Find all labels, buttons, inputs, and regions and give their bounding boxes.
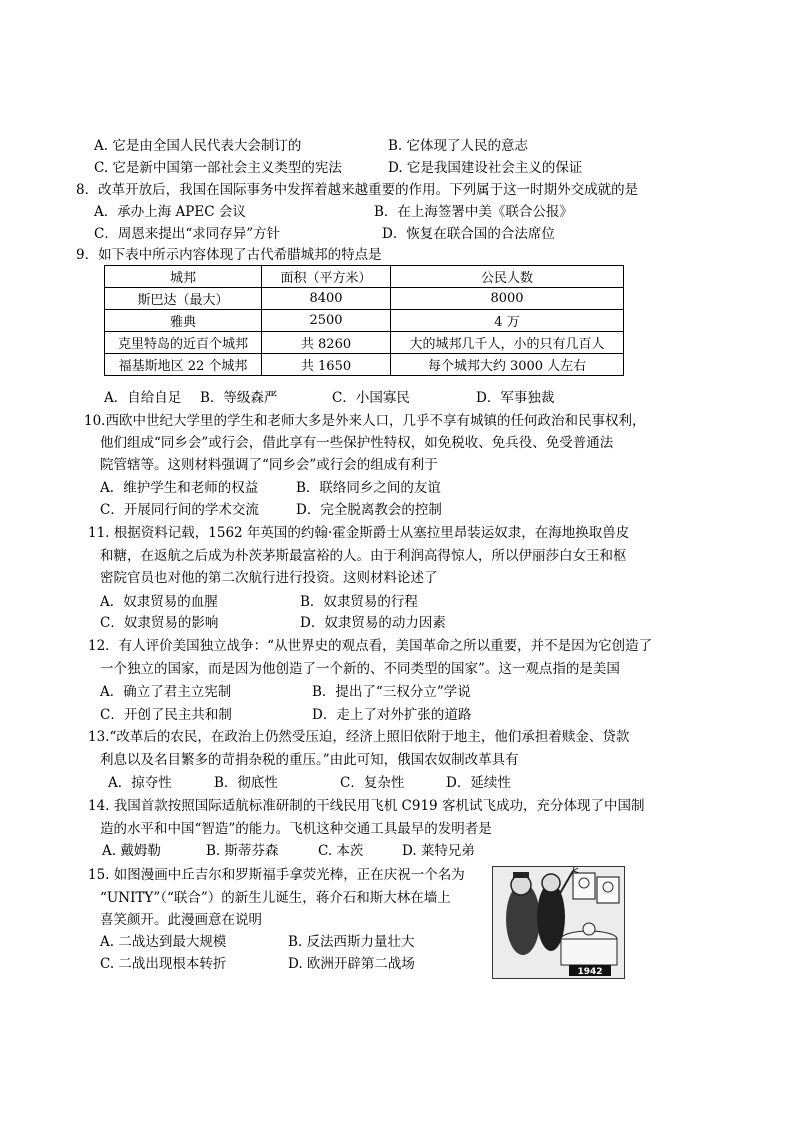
q9-option-b: B．等级森严 <box>200 390 278 406</box>
q9-option-c: C．小国寡民 <box>332 390 410 406</box>
q14-option-d: D. 莱特兄弟 <box>402 843 475 859</box>
q12-option-d: D．走上了对外扩张的道路 <box>312 707 472 723</box>
table-header-cell: 公民人数 <box>391 266 624 288</box>
table-row <box>105 288 624 310</box>
q12-stem-line1: 12．有人评价美国独立战争：“从世界史的观点看，美国革命之所以重要，并不是因为它创造了 <box>88 638 653 654</box>
q13-option-b: B．彻底性 <box>214 775 278 791</box>
table-header-cell: 面积（平方米） <box>262 266 391 288</box>
q8-option-a: A．承办上海 APEC 会议 <box>94 204 246 220</box>
q10-option-c: C．开展同行间的学术交流 <box>100 502 259 518</box>
q15-stem-line1: 15. 如图漫画中丘吉尔和罗斯福手拿荧光棒，正在庆祝一个名为 <box>88 867 465 883</box>
q7-option-b: B. 它体现了人民的意志 <box>388 138 529 154</box>
q7-option-c: C. 它是新中国第一部社会主义类型的宪法 <box>94 160 342 176</box>
q13-option-a: A．掠夺性 <box>108 775 172 791</box>
q9-stem: 9．如下表中所示内容体现了古代希腊城邦的特点是 <box>76 247 382 263</box>
cartoon-year-label: 1942 <box>577 967 603 977</box>
q11-option-c: C．奴隶贸易的影响 <box>100 615 219 631</box>
q10-stem-line2: 他们组成“同乡会”或行会，借此享有一些保护性特权，如免税收、免兵役、免受普通法 <box>100 435 614 451</box>
q10-option-b: B．联络同乡之间的友谊 <box>296 480 441 496</box>
q12-option-b: B．提出了“三权分立”学说 <box>312 684 471 700</box>
q13-option-d: D．延续性 <box>446 775 511 791</box>
q10-stem-line3: 院管辖等。这则材料强调了“同乡会”或行会的组成有利于 <box>100 457 438 473</box>
city-state-table <box>104 265 624 376</box>
q15-stem-line2: “UNITY”（“联合”）的新生儿诞生，蒋介石和斯大林在墙上 <box>100 890 451 906</box>
q8-option-d: D．恢复在联合国的合法席位 <box>382 226 555 242</box>
q15-option-c: C. 二战出现根本转折 <box>100 956 227 972</box>
q10-stem-line1: 10.西欧中世纪大学里的学生和老师大多是外来人口，几乎不享有城镇的任何政治和民事权利， <box>84 413 646 429</box>
q11-stem-line3: 密院官员也对他的第二次航行进行投资。这则材料论述了 <box>100 570 438 586</box>
q15-stem-line3: 喜笑颜开。此漫画意在说明 <box>100 912 262 928</box>
table-cell: 斯巴达（最大） <box>105 288 262 310</box>
q14-option-b: B. 斯蒂芬森 <box>206 843 279 859</box>
q12-stem-line2: 一个独立的国家，而是因为他创造了一个新的、不同类型的国家”。这一观点指的是美国 <box>100 661 620 677</box>
q9-option-d: D．军事独裁 <box>476 390 555 406</box>
q11-option-a: A．奴隶贸易的血腥 <box>100 594 218 610</box>
q12-option-a: A．确立了君主立宪制 <box>100 684 232 700</box>
q10-option-a: A．维护学生和老师的权益 <box>100 480 259 496</box>
table-cell: 大的城邦几千人，小的只有几百人 <box>391 332 624 354</box>
q11-stem-line1: 11. 根据资料记载，1562 年英国的约翰·霍金斯爵士从塞拉里昂装运奴隶，在海地换取兽皮 <box>88 525 630 541</box>
table-cell: 8000 <box>391 288 624 310</box>
table-cell: 福基斯地区 22 个城邦 <box>105 354 262 376</box>
q8-option-b: B．在上海签署中美《联合公报》 <box>374 204 573 220</box>
table-cell: 克里特岛的近百个城邦 <box>105 332 262 354</box>
table-header-row <box>105 266 624 288</box>
table-row <box>105 332 624 354</box>
q15-option-d: D. 欧洲开辟第二战场 <box>288 956 415 972</box>
q7-option-a: A. 它是由全国人民代表大会制订的 <box>94 138 302 154</box>
q14-stem-line2: 造的水平和中国“智造”的能力。飞机这种交通工具最早的发明者是 <box>100 821 492 837</box>
q11-option-b: B．奴隶贸易的行程 <box>300 594 418 610</box>
q11-stem-line2: 和糖，在返航之后成为朴茨茅斯最富裕的人。由于利润高得惊人，所以伊丽莎白女王和枢 <box>100 548 627 564</box>
q10-option-d: D．完全脱离教会的控制 <box>296 502 442 518</box>
q8-stem: 8．改革开放后，我国在国际事务中发挥着越来越重要的作用。下列属于这一时期外交成就的是 <box>76 182 639 198</box>
q15-option-b: B. 反法西斯力量壮大 <box>288 934 415 950</box>
q9-option-a: A．自给自足 <box>104 390 182 406</box>
q14-stem-line1: 14. 我国首款按照国际适航标准研制的干线民用飞机 C919 客机试飞成功，充分体现了中国制 <box>88 798 645 814</box>
q14-option-a: A. 戴姆勒 <box>102 843 161 859</box>
table-cell: 共 1650 <box>262 354 391 376</box>
q13-option-c: C．复杂性 <box>340 775 405 791</box>
ww2-cartoon-image <box>492 866 625 979</box>
q12-option-c: C．开创了民主共和制 <box>100 707 232 723</box>
table-cell: 雅典 <box>105 310 262 332</box>
q8-option-c: C．周恩来提出“求同存异”方针 <box>94 226 281 242</box>
table-cell: 共 8260 <box>262 332 391 354</box>
q13-stem-line1: 13.“改革后的农民，在政治上仍然受压迫，经济上照旧依附于地主，他们承担着赎金、贷款 <box>88 729 630 745</box>
table-header-cell: 城邦 <box>105 266 262 288</box>
q15-option-a: A. 二战达到最大规模 <box>100 934 227 950</box>
q7-option-d: D. 它是我国建设社会主义的保证 <box>388 160 583 176</box>
table-cell: 8400 <box>262 288 391 310</box>
table-row <box>105 310 624 332</box>
q13-stem-line2: 利息以及名目繁多的苛捐杂税的重压。”由此可知，俄国农奴制改革具有 <box>100 752 519 768</box>
q14-option-c: C. 本茨 <box>318 843 364 859</box>
table-cell: 每个城邦大约 3000 人左右 <box>391 354 624 376</box>
table-cell: 2500 <box>262 310 391 332</box>
table-row <box>105 354 624 376</box>
q11-option-d: D．奴隶贸易的动力因素 <box>300 615 446 631</box>
table-cell: 4 万 <box>391 310 624 332</box>
